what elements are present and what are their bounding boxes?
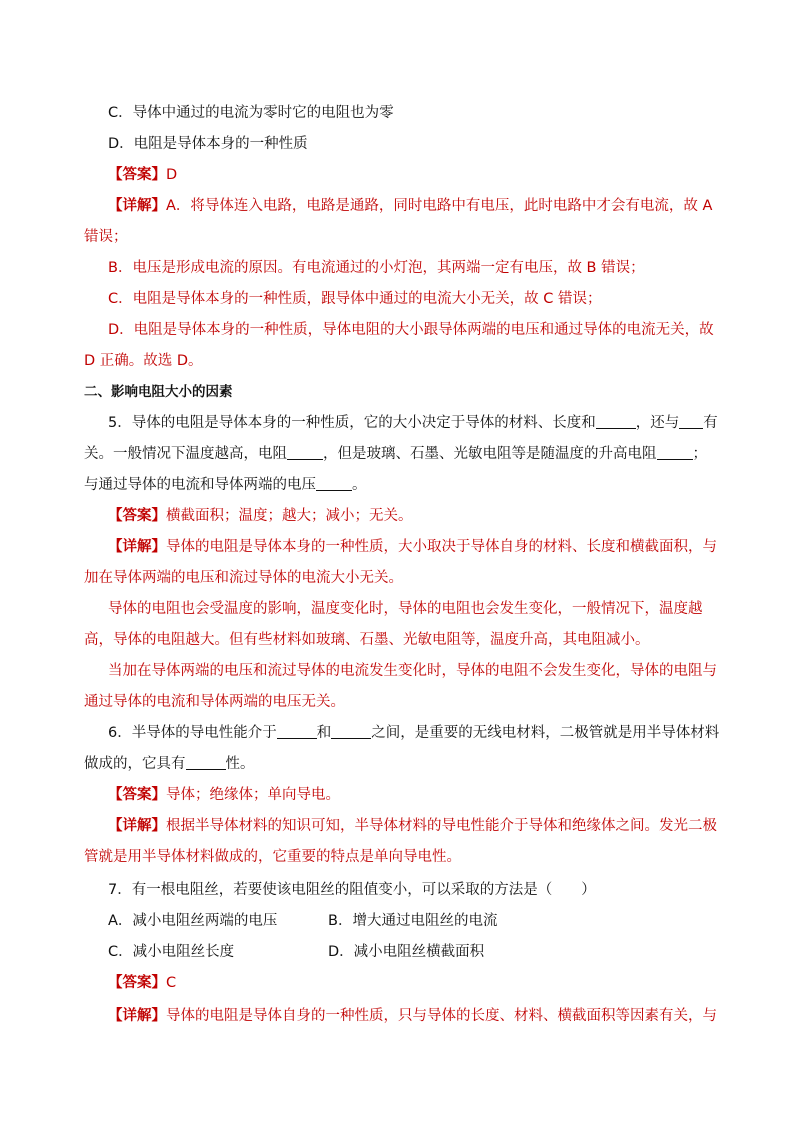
detail-tag: 【详解】 <box>108 198 166 214</box>
q4-detail-d-line2: D 正确。故选 D。 <box>84 353 203 369</box>
fill-blank <box>331 724 371 739</box>
q5-answer <box>108 506 413 526</box>
q5-detail-line1: 【详解】导体的电阻是导体本身的一种性质，大小取决于导体自身的材料、长度和横截面积，与 <box>108 539 717 555</box>
q6-detail-line2: 管就是用半导体材料做成的，它重要的特点是单向导电性。 <box>84 849 461 865</box>
fill-blank <box>657 445 693 460</box>
q4-detail-c: C．电阻是导体本身的一种性质，跟导体中通过的电流大小无关，故 C 错误； <box>108 291 602 307</box>
q6-stem-line2: 做成的，它具有 性。 <box>84 756 255 772</box>
fill-blank <box>287 445 323 460</box>
q7-stem: 7．有一根电阻丝，若要使该电阻丝的阻值变小，可以采取的方法是（ ） <box>108 882 596 898</box>
answer-text: 导体；绝缘体；单向导电。 <box>166 787 340 803</box>
q7-option-b: B．增大通过电阻丝的电流 <box>328 913 498 929</box>
detail-tag: 【详解】 <box>108 818 166 834</box>
answer-text: D <box>166 167 178 183</box>
section-title: 二、影响电阻大小的因素 <box>84 384 233 400</box>
q5-detail-line3: 导体的电阻也会受温度的影响，温度变化时，导体的电阻也会发生变化，一般情况下，温度越 <box>108 601 703 617</box>
q5-detail-line5: 当加在导体两端的电压和流过导体的电流发生变化时，导体的电阻不会发生变化，导体的电阻与 <box>108 663 717 679</box>
q6-answer <box>108 785 340 805</box>
answer-tag: 【答案】 <box>108 787 166 803</box>
q6-detail-line1: 【详解】根据半导体材料的知识可知，半导体材料的导电性能介于导体和绝缘体之间。发光二极 <box>108 818 717 834</box>
q7-option-c: C．减小电阻丝长度 <box>108 944 235 960</box>
q5-stem-line3: 与通过导体的电流和导体两端的电压 。 <box>84 477 367 493</box>
q5-stem-line2: 关。一般情况下温度越高，电阻 ，但是玻璃、石墨、光敏电阻等是随温度的升高电阻 ； <box>84 446 707 462</box>
q4-detail-a-line2: 错误； <box>84 229 128 245</box>
answer-tag: 【答案】 <box>108 975 166 991</box>
q6-stem-line1: 6．半导体的导电性能介于 和 之间，是重要的无线电材料，二极管就是用半导体材料 <box>108 725 720 741</box>
q4-detail-b: B．电压是形成电流的原因。有电流通过的小灯泡，其两端一定有电压，故 B 错误； <box>108 260 645 276</box>
fill-blank <box>679 414 703 429</box>
q4-option-c: C．导体中通过的电流为零时它的电阻也为零 <box>108 105 394 121</box>
detail-tag: 【详解】 <box>108 1008 166 1024</box>
q5-detail-line2: 加在导体两端的电压和流过导体的电流大小无关。 <box>84 570 403 586</box>
fill-blank <box>316 476 352 491</box>
answer-text: 横截面积；温度；越大；减小；无关。 <box>166 508 413 524</box>
q4-option-d: D．电阻是导体本身的一种性质 <box>108 136 308 152</box>
answer-tag: 【答案】 <box>108 167 166 183</box>
q7-answer <box>108 973 176 993</box>
answer-text: C <box>166 975 177 991</box>
q7-detail-line1: 【详解】导体的电阻是导体自身的一种性质，只与导体的长度、材料、横截面积等因素有关，与 <box>108 1008 717 1024</box>
q7-option-d: D．减小电阻丝横截面积 <box>328 944 485 960</box>
q5-detail-line4: 高，导体的电阻越大。但有些材料如玻璃、石墨、光敏电阻等，温度升高，其电阻减小。 <box>84 632 650 648</box>
q4-answer <box>108 165 177 185</box>
q4-detail-a-line1: 【详解】A．将导体连入电路，电路是通路，同时电路中有电压，此时电路中才会有电流，故 A <box>108 198 713 214</box>
q5-detail-line6: 通过导体的电流和导体两端的电压无关。 <box>84 694 345 710</box>
answer-tag: 【答案】 <box>108 508 166 524</box>
fill-blank <box>596 414 636 429</box>
fill-blank <box>277 724 317 739</box>
fill-blank <box>186 755 226 770</box>
q5-stem-line1: 5．导体的电阻是导体本身的一种性质，它的大小决定于导体的材料、长度和 ，还与 有 <box>108 415 718 431</box>
detail-tag: 【详解】 <box>108 539 166 555</box>
q7-option-a: A．减小电阻丝两端的电压 <box>108 913 278 929</box>
q4-detail-d-line1: D．电阻是导体本身的一种性质，导体电阻的大小跟导体两端的电压和通过导体的电流无关，故 <box>108 322 714 338</box>
